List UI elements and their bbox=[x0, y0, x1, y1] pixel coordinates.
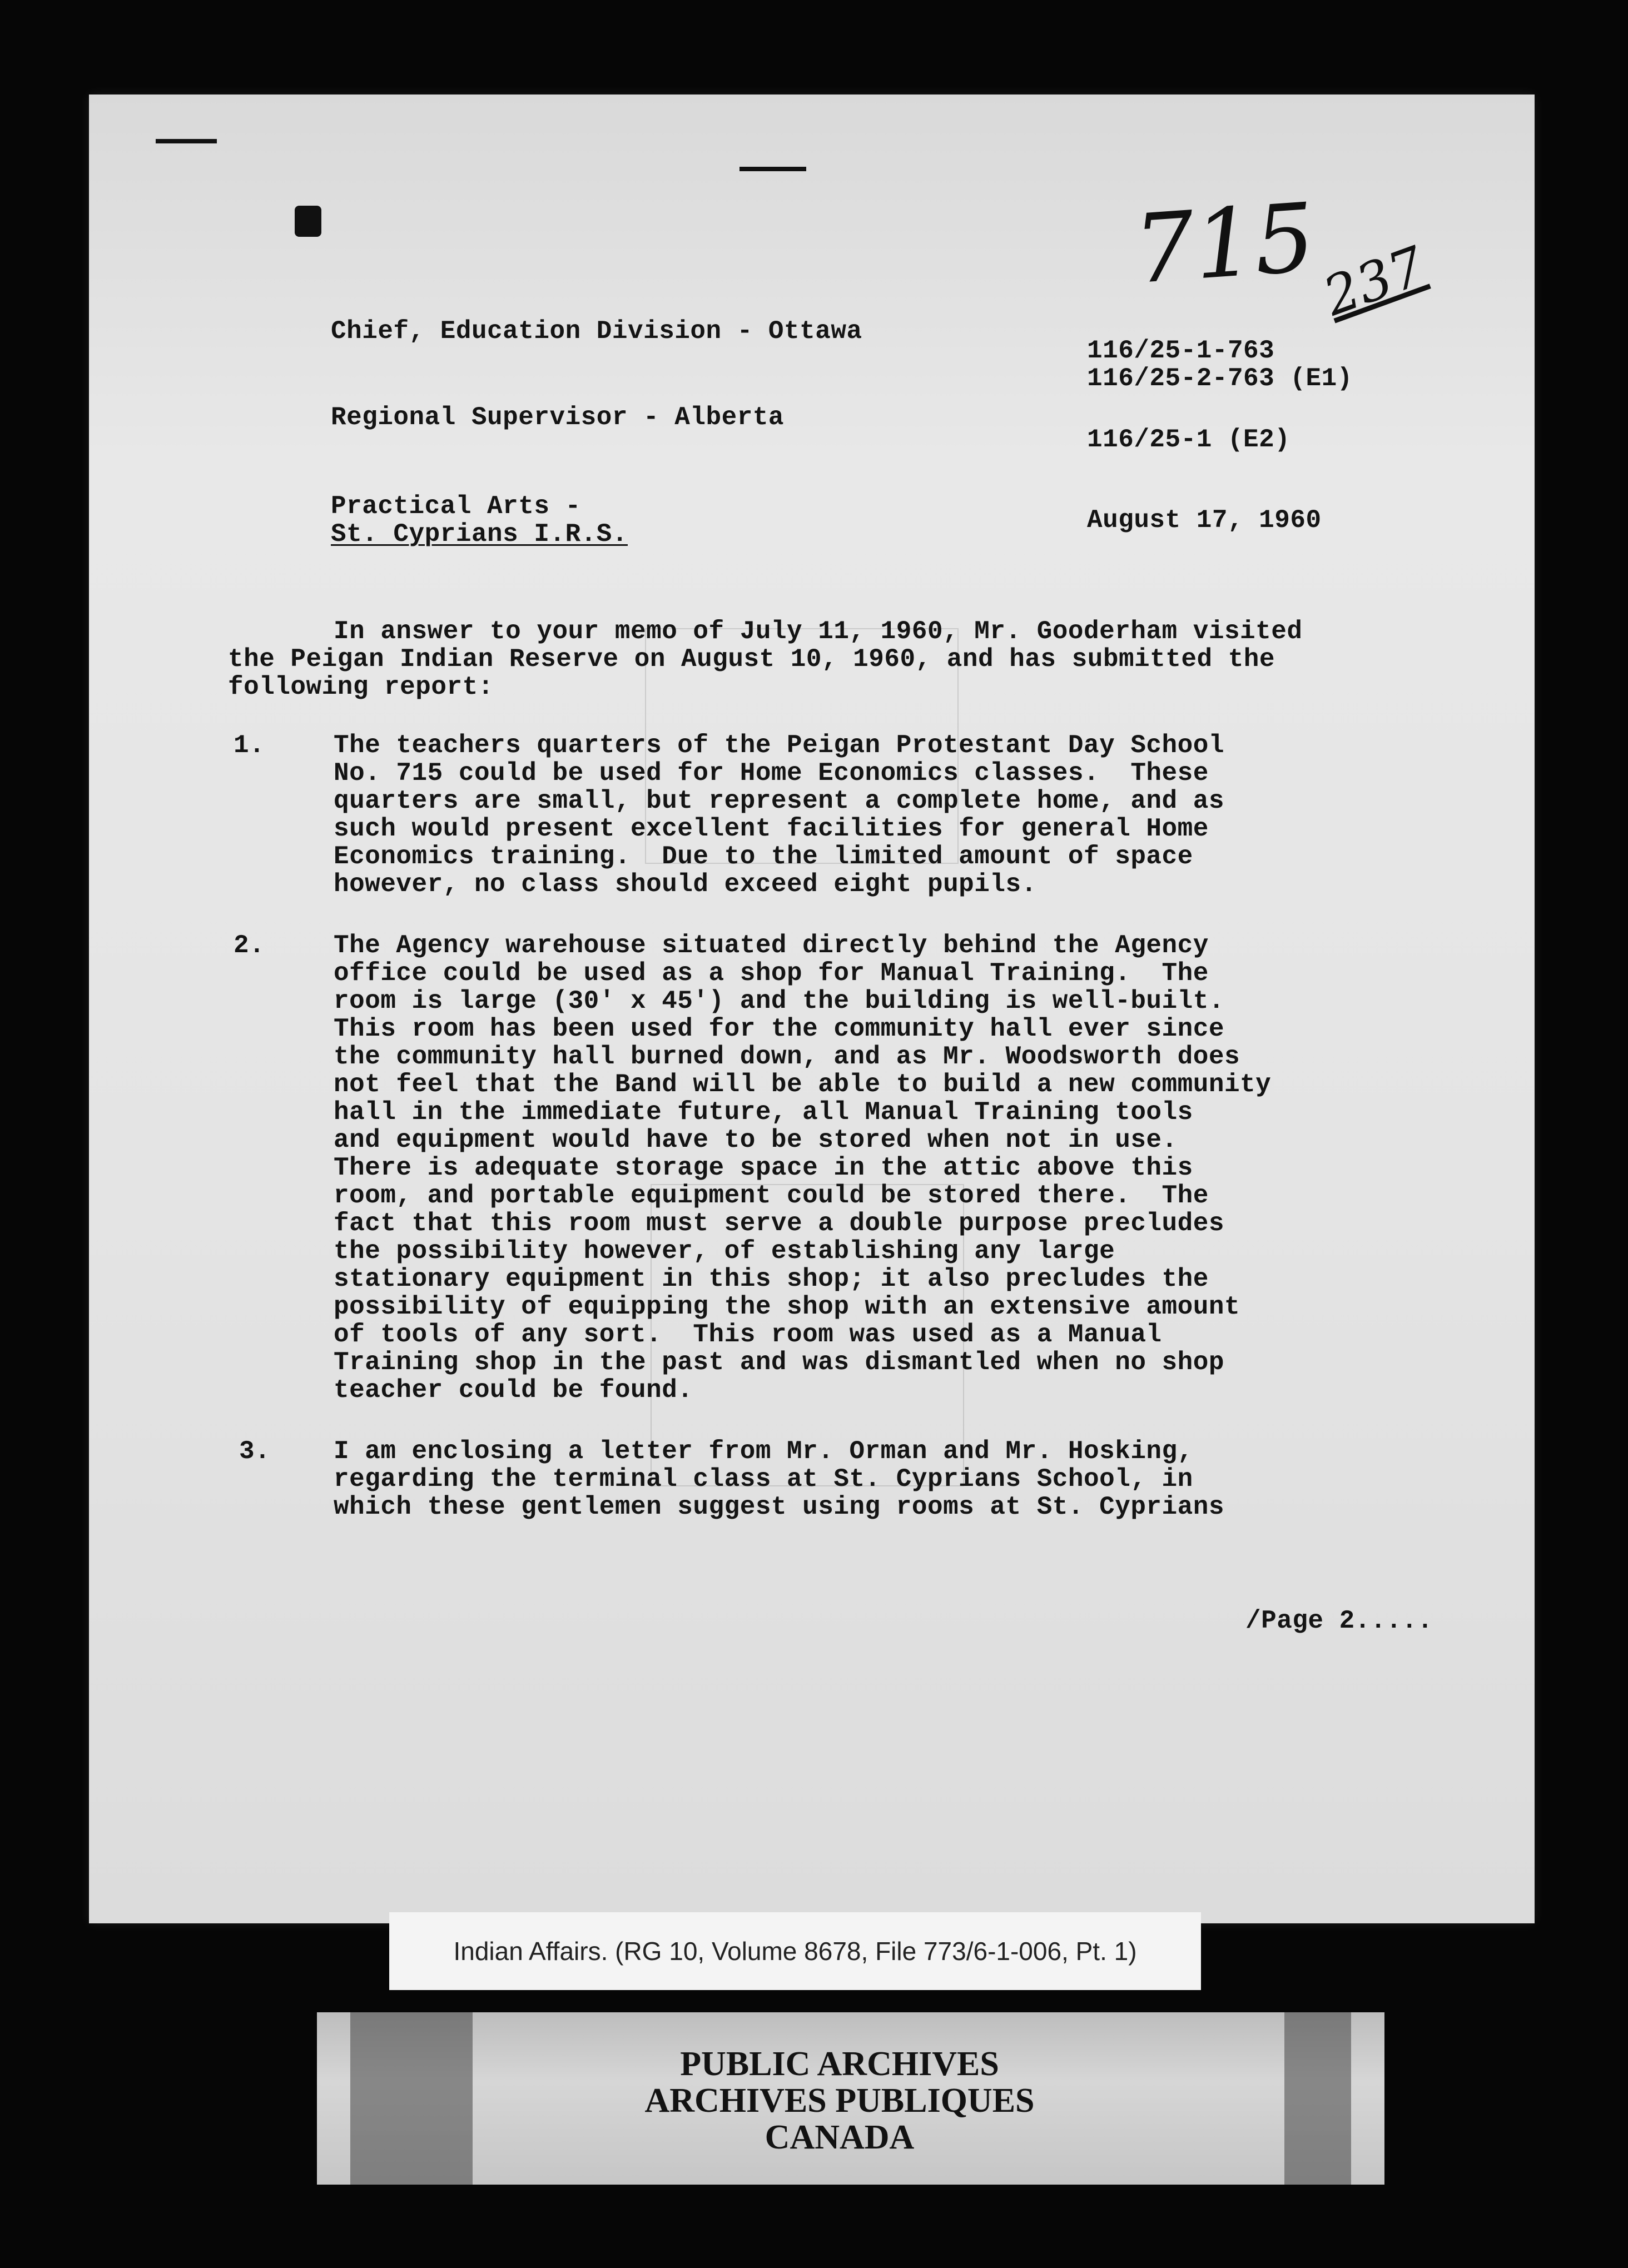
strip-fold bbox=[350, 2012, 473, 2185]
item-line: The Agency warehouse situated directly behind the Agency bbox=[334, 931, 1209, 960]
continuation-marker: /Page 2..... bbox=[1245, 1606, 1433, 1635]
item-line: which these gentlemen suggest using rooms at St. Cyprians bbox=[334, 1493, 1224, 1521]
item-line: quarters are small, but represent a complete home, and as bbox=[334, 787, 1224, 815]
archives-stamp bbox=[584, 2046, 1095, 2156]
item-line: possibility of equipping the shop with an extensive amount bbox=[334, 1292, 1240, 1321]
handwritten-page-number: 237 bbox=[1316, 235, 1433, 328]
file-reference-2: 116/25-2-763 (E1) bbox=[1087, 364, 1353, 393]
item-line: of tools of any sort. This room was used as a Manual bbox=[334, 1320, 1162, 1349]
item-line: the possibility however, of establishing any large bbox=[334, 1237, 1115, 1266]
staple-mark bbox=[295, 206, 321, 237]
item-line: however, no class should exceed eight pupils. bbox=[334, 870, 1037, 899]
item-line: room, and portable equipment could be stored there. The bbox=[334, 1181, 1209, 1210]
memo-subject-line2: St. Cyprians I.R.S. bbox=[331, 520, 628, 549]
memo-date: August 17, 1960 bbox=[1087, 506, 1322, 535]
edge-mark bbox=[156, 139, 217, 143]
item-number: 2. bbox=[234, 931, 265, 960]
item-line: not feel that the Band will be able to build a new community bbox=[334, 1070, 1272, 1099]
item-line: teacher could be found. bbox=[334, 1376, 693, 1405]
item-line: I am enclosing a letter from Mr. Orman and Mr. Hosking, bbox=[334, 1437, 1193, 1466]
item-line: and equipment would have to be stored when not in use. bbox=[334, 1126, 1178, 1155]
file-reference-1: 116/25-1-763 bbox=[1087, 336, 1275, 365]
item-line: stationary equipment in this shop; it also precludes the bbox=[334, 1265, 1209, 1294]
item-line: office could be used as a shop for Manual Training. The bbox=[334, 959, 1209, 988]
handwritten-file-number: 715 bbox=[1130, 182, 1318, 306]
item-line: This room has been used for the community hall ever since bbox=[334, 1014, 1224, 1043]
archive-caption-text: Indian Affairs. (RG 10, Volume 8678, File 773/6-1-006, Pt. 1) bbox=[453, 1937, 1137, 1966]
item-line: There is adequate storage space in the attic above this bbox=[334, 1153, 1193, 1182]
memo-to: Chief, Education Division - Ottawa bbox=[331, 317, 862, 346]
edge-mark bbox=[739, 167, 806, 171]
intro-line: following report: bbox=[228, 673, 494, 702]
memo-from: Regional Supervisor - Alberta bbox=[331, 403, 785, 432]
item-line: Training shop in the past and was dismantled when no shop bbox=[334, 1348, 1224, 1377]
item-line: regarding the terminal class at St. Cyprians School, in bbox=[334, 1465, 1193, 1494]
strip-fold bbox=[1284, 2012, 1351, 2185]
item-line: fact that this room must serve a double purpose precludes bbox=[334, 1209, 1224, 1238]
intro-line: the Peigan Indian Reserve on August 10, 1960, and has submitted the bbox=[228, 645, 1275, 674]
item-line: Economics training. Due to the limited amount of space bbox=[334, 842, 1193, 871]
item-line: such would present excellent facilities for general Home bbox=[334, 814, 1209, 843]
archives-line-2: ARCHIVES PUBLIQUES bbox=[644, 2082, 1035, 2120]
item-line: The teachers quarters of the Peigan Protestant Day School bbox=[334, 731, 1224, 760]
intro-line: In answer to your memo of July 11, 1960, Mr. Gooderham visited bbox=[334, 617, 1303, 646]
file-reference-3: 116/25-1 (E2) bbox=[1087, 425, 1291, 454]
item-line: room is large (30' x 45') and the building is well-built. bbox=[334, 987, 1224, 1016]
archives-line-1: PUBLIC ARCHIVES bbox=[680, 2045, 999, 2083]
document-page bbox=[89, 94, 1535, 1923]
item-number: 1. bbox=[234, 731, 265, 760]
item-line: the community hall burned down, and as Mr. Woodsworth does bbox=[334, 1042, 1240, 1071]
archive-caption bbox=[389, 1912, 1201, 1990]
archives-line-3: CANADA bbox=[765, 2118, 915, 2156]
item-line: hall in the immediate future, all Manual Training tools bbox=[334, 1098, 1193, 1127]
item-number: 3. bbox=[239, 1437, 271, 1466]
item-line: No. 715 could be used for Home Economics classes. These bbox=[334, 759, 1209, 788]
memo-subject-line1: Practical Arts - bbox=[331, 492, 581, 521]
